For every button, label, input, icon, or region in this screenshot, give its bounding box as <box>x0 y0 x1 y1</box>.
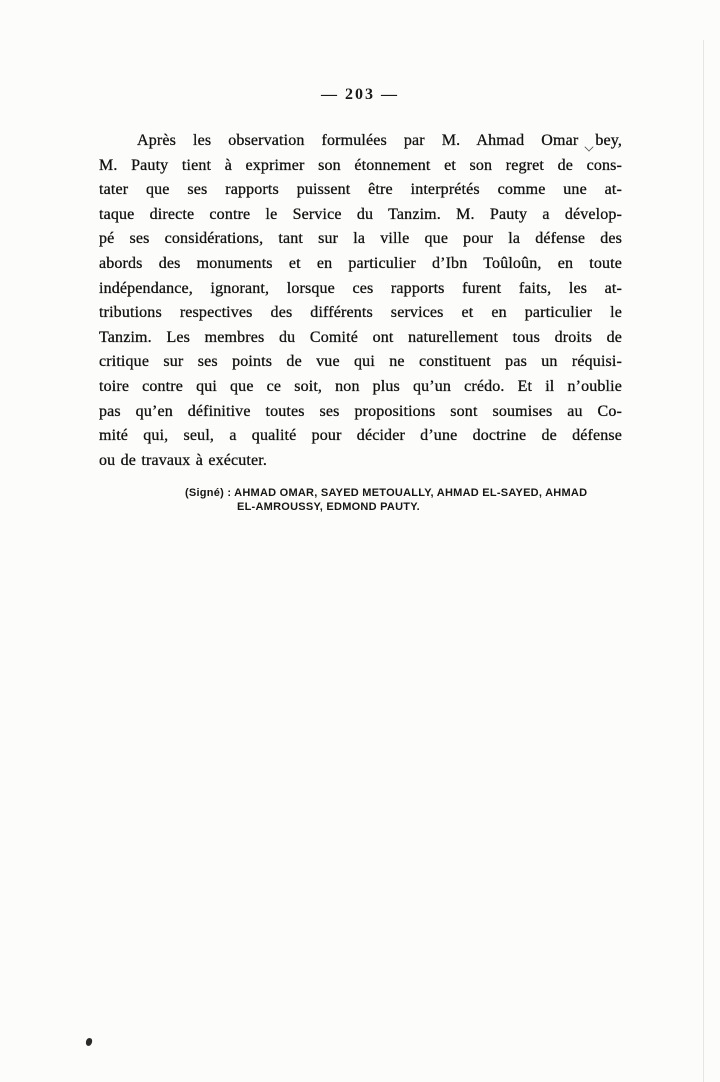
paragraph-line: tater que ses rapports puissent être interprétés comme une at- <box>99 181 622 199</box>
paragraph-line: abords des monuments et en particulier d’Ibn Toûloûn, en toute <box>99 254 622 272</box>
page-number: — 203 — <box>321 86 399 103</box>
paragraph-line: M. Pauty tient à exprimer son étonnement et son regret de cons- <box>99 156 622 174</box>
paragraph-line: taque directe contre le Service du Tanzim. M. Pauty a dévelop- <box>99 205 622 223</box>
paragraph-line: critique sur ses points de vue qui ne constituent pas un réquisi- <box>99 353 622 371</box>
scan-artifact-edge <box>703 40 704 1082</box>
paragraph-line: ou de travaux à exécuter. <box>99 451 268 469</box>
paragraph-line: pé ses considérations, tant sur la ville que pour la défense des <box>99 230 622 248</box>
signature-line: (Signé) : AHMAD OMAR, SAYED METOUALLY, AHMAD EL-SAYED, AHMAD <box>185 487 588 499</box>
paragraph-line: tributions respectives des différents services et en particulier le <box>99 304 622 322</box>
scan-artifact-speck <box>85 1037 93 1046</box>
paragraph-line: Après les observation formulées par M. Ahmad Omar bey, <box>137 132 622 149</box>
paragraph <box>99 129 622 473</box>
paragraph-line: mité qui, seul, a qualité pour décider d’une doctrine de défense <box>99 427 622 445</box>
paragraph-line: toire contre qui que ce soit, non plus qu’un crédo. Et il n’oublie <box>99 377 622 395</box>
paragraph-line: pas qu’en définitive toutes ses propositions sont soumises au Co- <box>99 402 622 420</box>
paragraph-line: indépendance, ignorant, lorsque ces rapports furent faits, les at- <box>99 279 622 297</box>
paragraph-line: Tanzim. Les membres du Comité ont naturellement tous droits de <box>99 328 622 346</box>
signature-line: EL-AMROUSSY, EDMOND PAUTY. <box>237 501 420 513</box>
